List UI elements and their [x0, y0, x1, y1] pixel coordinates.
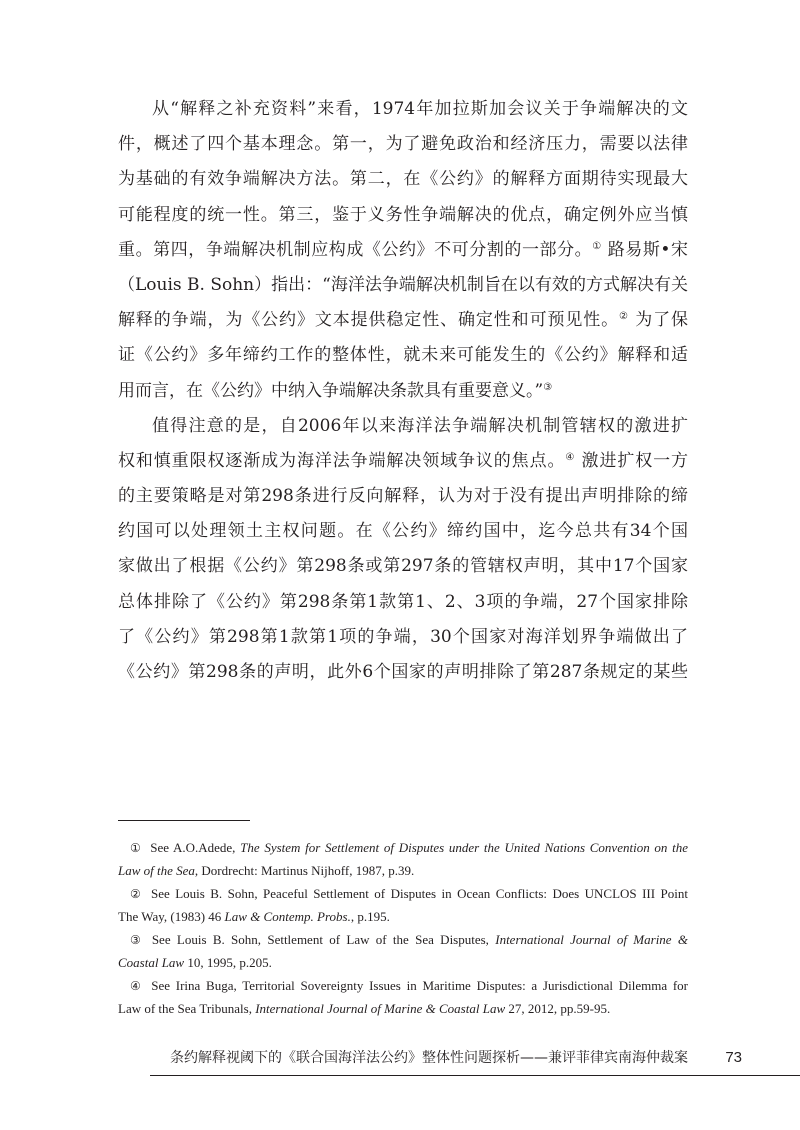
footnote-text: See Louis B. Sohn, Peaceful Settlement of Disputes in Ocean Conflicts: Does UNCLOS III Point	[150, 886, 688, 901]
text-line: 值得注意的是，自2006年以来海洋法争端解决机制管辖权的激进扩	[152, 415, 688, 436]
text-line: （Louis B. Sohn）指出：“海洋法争端解决机制旨在以有效的方式解决有关	[118, 274, 688, 295]
footnote-text: See Irina Buga, Territorial Sovereignty Issues in Maritime Disputes: a Jurisdictional Dilemma for	[151, 978, 688, 993]
footnote-mark: ①	[130, 841, 143, 855]
footnote-text: , p.195.	[350, 909, 390, 924]
text-line	[118, 303, 688, 338]
footnote-title: The System for Settlement of Disputes under the United Nations Convention on the	[240, 840, 688, 855]
text-line: 总体排除了《公约》第298条第1款第1、2、3项的争端，27个国家排除	[118, 591, 688, 612]
footnote-title: Coastal Law	[118, 955, 185, 970]
text-line: 可能程度的统一性。第三，鉴于义务性争端解决的优点，确定例外应当慎	[118, 204, 688, 225]
text-line	[118, 374, 688, 409]
text-line: 了《公约》第298第1款第1项的争端，30个国家对海洋划界争端做出了	[118, 626, 688, 647]
footnote-text: The Way, (1983) 46	[118, 909, 225, 924]
text-line	[118, 444, 688, 479]
text-line: 约国可以处理领土主权问题。在《公约》缔约国中，迄今总共有34个国	[118, 521, 688, 542]
footnotes	[118, 836, 688, 1020]
footnote-ref-3[interactable]: ③	[543, 381, 553, 393]
footnote-2-line-1	[130, 882, 688, 905]
text-segment: 重。第四，争端解决机制应构成《公约》不可分割的一部分。	[118, 239, 593, 260]
footnote-4-line-1	[130, 974, 688, 997]
text-segment: 用而言，在《公约》中纳入争端解决条款具有重要意义。”	[118, 380, 544, 401]
footnote-3-line-1	[130, 928, 688, 951]
footnote-divider	[118, 820, 250, 821]
footnote-3-line-2	[118, 951, 688, 974]
text-segment: 解释的争端，为《公约》文本提供稳定性、确定性和可预见性。	[118, 310, 620, 331]
text-segment: 激进扩权一方	[581, 450, 688, 471]
footnote-title: Law & Contemp. Probs.	[224, 909, 351, 924]
footnote-text: See A.O.Adede,	[150, 840, 241, 855]
footnote-text: See Louis B. Sohn, Settlement of Law of the Sea Disputes,	[151, 932, 496, 947]
running-head: 条约解释视阈下的《联合国海洋法公约》整体性问题探析——兼评菲律宾南海仲裁案	[170, 1050, 688, 1066]
text-line: 从“解释之补充资料”来看，1974年加拉斯加会议关于争端解决的文	[152, 99, 688, 119]
footnote-text: , Dordrecht: Martinus Nijhoff, 1987, p.39.	[194, 863, 415, 878]
footnote-text: 27, 2012, pp.59-95.	[505, 1001, 611, 1016]
footnote-text: 10, 1995, p.205.	[184, 955, 272, 970]
text-segment: 权和慎重限权逐渐成为海洋法争端解决领域争议的焦点。	[118, 450, 566, 471]
footnote-mark: ②	[130, 887, 143, 901]
footnote-ref-1[interactable]: ①	[592, 240, 602, 252]
text-line: 《公约》第298条的声明，此外6个国家的声明排除了第287条规定的某些	[118, 662, 688, 682]
footnote-title: International Journal of Marine & Coastal Law	[255, 1001, 506, 1016]
text-segment: 为了保	[635, 310, 688, 331]
text-line: 证《公约》多年缔约工作的整体性，就未来可能发生的《公约》解释和适	[118, 345, 688, 366]
text-line: 家做出了根据《公约》第298条或第297条的管辖权声明，其中17个国家	[118, 556, 688, 577]
text-line	[118, 233, 688, 268]
footnote-title: Law of the Sea	[118, 863, 195, 878]
text-line: 的主要策略是对第298条进行反向解释，认为对于没有提出声明排除的缔	[118, 486, 688, 507]
footnote-4-line-2	[118, 997, 688, 1020]
footnote-ref-4[interactable]: ④	[565, 451, 576, 463]
page-number: 73	[725, 1049, 742, 1066]
text-line: 件，概述了四个基本理念。第一，为了避免政治和经济压力，需要以法律	[118, 134, 688, 155]
footnote-1-line-1	[130, 836, 688, 859]
footnote-title: International Journal of Marine &	[495, 932, 688, 947]
footnote-text: Law of the Sea Tribunals,	[118, 1001, 256, 1016]
footnote-ref-2[interactable]: ②	[619, 311, 629, 323]
footnote-mark: ④	[130, 979, 144, 993]
text-segment: 路易斯•宋	[607, 239, 688, 260]
footnote-1-line-2	[118, 859, 688, 882]
page-footer	[150, 1047, 800, 1076]
text-line: 为基础的有效争端解决方法。第二，在《公约》的解释方面期待实现最大	[118, 169, 688, 190]
footnote-2-line-2	[118, 905, 688, 928]
main-text	[118, 92, 688, 690]
footnote-mark: ③	[130, 933, 144, 947]
